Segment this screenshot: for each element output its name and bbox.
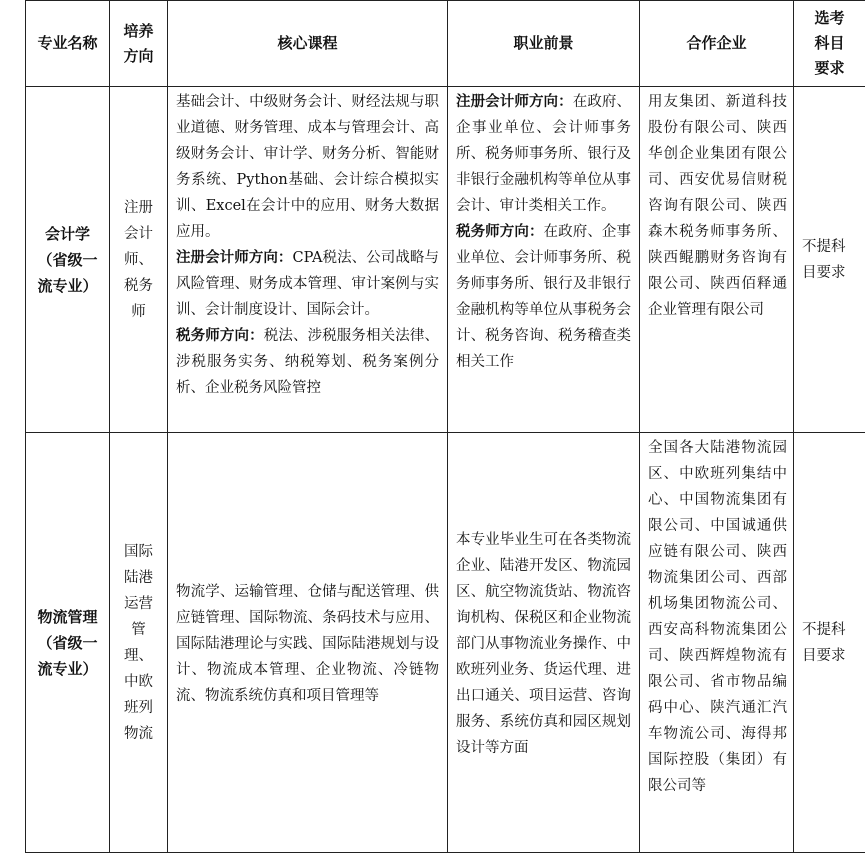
subject-requirement-cell: [794, 87, 865, 433]
career-text: 本专业毕业生可在各类物流企业、陆港开发区、物流园区、航空物流货站、物流咨询机构、保税区和企业物流部门从事物流业务操作、中欧班列业务、货运代理、进出口通关、项目运营、咨询服务、系统仿真和园区规划设计等方面: [448, 525, 639, 761]
subject-requirement-text: 不提科目要求: [802, 234, 857, 286]
subject-requirement-text: 不提科目要求: [802, 617, 857, 669]
partners-cell: [640, 87, 794, 433]
courses-tax: 税务师方向：税法、涉税服务相关法律、涉税服务实务、纳税筹划、税务案例分析、企业税务风险管控: [176, 323, 439, 401]
courses-cell: [168, 87, 448, 433]
career-tax: 税务师方向：在政府、企事业单位、会计师事务所、税务师事务所、银行及非银行金融机构等单位从事税务会计、税务咨询、税务稽查类相关工作: [456, 219, 631, 375]
partners-text: 全国各大陆港物流园区、中欧班列集结中心、中国物流集团有限公司、中国诚通供应链有限公司、陕西物流集团公司、西部机场集团物流公司、西安高科物流集团公司、陕西辉煌物流有限公司、省市物品编码中心、陕汽通汇汽车物流公司、海得邦国际控股（集团）有限公司等: [640, 433, 793, 799]
career-cell: [448, 87, 640, 433]
majors-table: [25, 0, 865, 853]
direction-text: 国际陆港运营管理、中欧班列物流: [110, 539, 167, 747]
header-courses: 核心课程: [168, 1, 448, 87]
subject-requirement-cell: [794, 433, 865, 853]
major-name: 物流管理（省级一流专业）: [26, 604, 109, 682]
header-partners: 合作企业: [640, 1, 794, 87]
major-name-cell: [26, 87, 110, 433]
direction-cell: [110, 433, 168, 853]
direction-text: 注册会计师、税务师: [110, 195, 167, 325]
courses-cell: [168, 433, 448, 853]
header-major: 专业名称: [26, 1, 110, 87]
header-direction: 培养方向: [110, 1, 168, 87]
table-row: [26, 87, 865, 433]
direction-cell: [110, 87, 168, 433]
major-name-cell: [26, 433, 110, 853]
courses-general: 基础会计、中级财务会计、财经法规与职业道德、财务管理、成本与管理会计、高级财务会计、审计学、财务分析、智能财务系统、Python基础、会计综合模拟实训、Excel在会计中的应用、财务大数据应用。: [176, 89, 439, 245]
header-career: 职业前景: [448, 1, 640, 87]
major-name: 会计学（省级一流专业）: [26, 221, 109, 299]
partners-cell: [640, 433, 794, 853]
courses-cpa: 注册会计师方向：CPA税法、公司战略与风险管理、财务成本管理、审计案例与实训、会计制度设计、国际会计。: [176, 245, 439, 323]
career-cpa: 注册会计师方向：在政府、企事业单位、会计师事务所、税务师事务所、银行及非银行金融机构等单位从事会计、审计类相关工作。: [456, 89, 631, 219]
courses-text: 物流学、运输管理、仓储与配送管理、供应链管理、国际物流、条码技术与应用、国际陆港理论与实践、国际陆港规划与设计、物流成本管理、企业物流、冷链物流、物流系统仿真和项目管理等: [168, 577, 447, 709]
table-row: [26, 433, 865, 853]
header-row: [26, 1, 865, 87]
career-cell: [448, 433, 640, 853]
partners-text: 用友集团、新道科技股份有限公司、陕西华创企业集团有限公司、西安优易信财税咨询有限公司、陕西森木税务师事务所、陕西鲲鹏财务咨询有限公司、陕西佰释通企业管理有限公司: [640, 87, 793, 323]
header-subject-requirement: 选考科目要求: [794, 1, 865, 87]
